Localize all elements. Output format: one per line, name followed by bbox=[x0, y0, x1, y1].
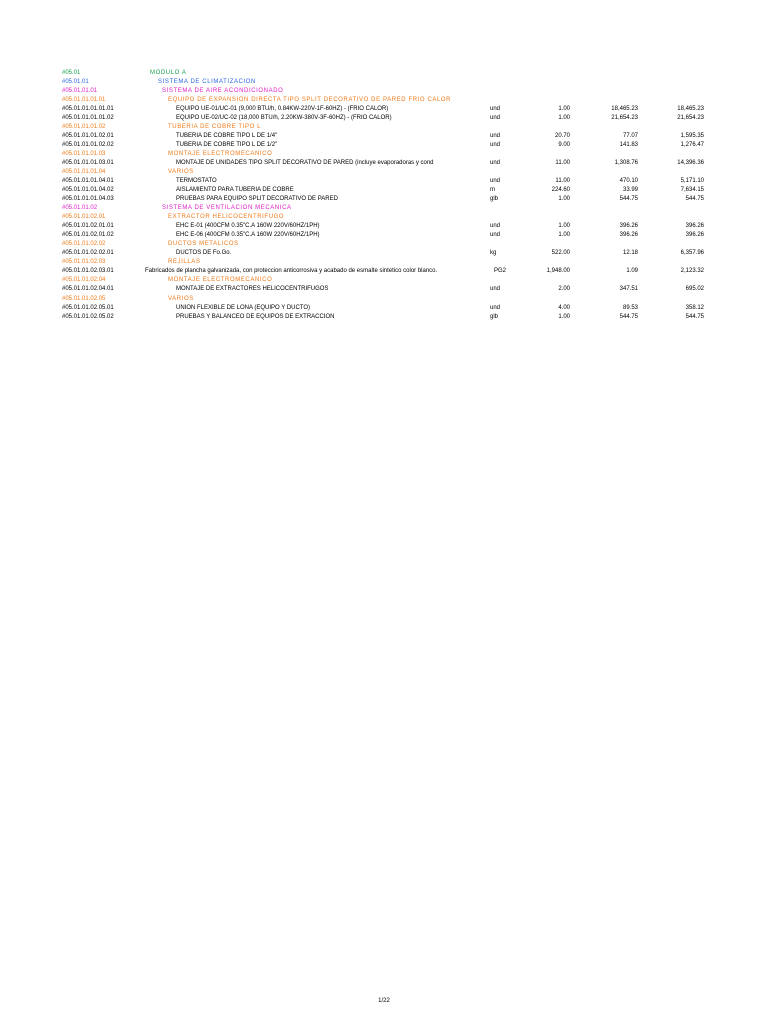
table-row bbox=[0, 231, 768, 240]
table-row bbox=[0, 222, 768, 231]
cell-code: #05.01.01.02.05.01 bbox=[62, 304, 114, 311]
cell-desc: EQUIPO DE EXPANSION DIRECTA TIPO SPLIT DECORATIVO DE PARED FRIO CALOR bbox=[168, 97, 452, 104]
cell-code: #05.01.01.02.02 bbox=[62, 241, 106, 248]
cell-code: #05.01 bbox=[62, 70, 81, 76]
table-row bbox=[0, 159, 768, 168]
cell-total: 695.02 bbox=[685, 286, 704, 293]
cell-unit: glb bbox=[490, 196, 499, 203]
cell-desc: REJILLAS bbox=[168, 259, 201, 266]
table-row bbox=[0, 249, 768, 258]
table-row bbox=[0, 186, 768, 195]
cell-qty: 522.00 bbox=[551, 250, 570, 257]
cell-code: #05.01.01.01.04 bbox=[62, 169, 106, 176]
section-header-row bbox=[0, 168, 768, 177]
cell-price: 396.26 bbox=[619, 232, 638, 239]
section-header-row bbox=[0, 96, 768, 105]
cell-desc: MONTAJE ELECTROMECANICO bbox=[168, 151, 273, 158]
cell-code: #05.01.01.02 bbox=[62, 205, 98, 212]
section-header-row bbox=[0, 150, 768, 159]
cell-unit: und bbox=[490, 106, 501, 113]
cell-total: 1,276.47 bbox=[680, 142, 704, 149]
cell-desc: SISTEMA DE CLIMATIZACION bbox=[158, 79, 256, 86]
section-header-row bbox=[0, 78, 768, 87]
table-row bbox=[0, 177, 768, 186]
page-number: 1/22 bbox=[378, 998, 390, 1004]
cell-code: #05.01.01.01.04.01 bbox=[62, 178, 114, 185]
cell-total: 396.26 bbox=[685, 232, 704, 239]
table-row bbox=[0, 132, 768, 141]
cell-unit: und bbox=[490, 178, 501, 185]
cell-code: #05.01.01.01.04.03 bbox=[62, 196, 114, 203]
cell-desc: MONTAJE ELECTROMECANICO bbox=[168, 277, 273, 284]
table-row bbox=[0, 141, 768, 150]
cell-unit: m bbox=[490, 187, 495, 194]
cell-qty: 1.00 bbox=[558, 106, 570, 113]
cell-desc: EQUIPO UE-02/UC-02 (18,000 BTU/h, 2.20KW-380V-3F-60HZ) - (FRIO CALOR) bbox=[176, 115, 392, 122]
cell-total: 7,634.15 bbox=[680, 187, 704, 194]
table-row bbox=[0, 195, 768, 204]
cell-unit: und bbox=[490, 232, 501, 239]
cell-code: #05.01.01.02.03.01 bbox=[62, 268, 114, 275]
cell-qty: 4.00 bbox=[558, 304, 570, 311]
cell-qty: 1.00 bbox=[558, 223, 570, 230]
cell-desc: SISTEMA DE VENTILACION MECANICA bbox=[162, 205, 292, 212]
cell-desc: DUCTOS DE Fo.Go. bbox=[176, 250, 232, 257]
cell-code: #05.01.01.01.03 bbox=[62, 151, 106, 158]
cell-unit: und bbox=[490, 133, 501, 140]
cell-code: #05.01.01.02.04 bbox=[62, 277, 106, 284]
cell-code: #05.01.01.01.02.01 bbox=[62, 133, 114, 140]
section-header-row bbox=[0, 69, 768, 78]
cell-qty: 9.00 bbox=[558, 142, 570, 149]
cell-desc: VARIOS bbox=[168, 295, 194, 302]
cell-qty: 1.00 bbox=[558, 115, 570, 122]
cell-price: 544.75 bbox=[619, 196, 638, 203]
section-header-row bbox=[0, 87, 768, 96]
cell-code: #05.01.01.02.01.02 bbox=[62, 232, 114, 239]
cell-unit: glb bbox=[490, 313, 499, 320]
cell-total: 18,465.23 bbox=[677, 106, 704, 113]
cell-code: #05.01.01.01.01.01 bbox=[62, 106, 114, 113]
section-header-row bbox=[0, 295, 768, 304]
cell-total: 396.26 bbox=[685, 223, 704, 230]
cell-desc: EHC E-06 (400CFM 0.35"C.A 160W 220V/60HZ/1PH) bbox=[176, 232, 320, 239]
cell-desc: SISTEMA DE AIRE ACONDICIONADO bbox=[162, 88, 284, 95]
cell-desc: AISLAMIENTO PARA TUBERIA DE COBRE bbox=[176, 187, 294, 194]
cell-price: 544.75 bbox=[619, 313, 638, 320]
cell-price: 396.26 bbox=[619, 223, 638, 230]
cell-desc: TUBERIA DE COBRE TIPO L bbox=[168, 124, 262, 131]
table-row bbox=[0, 105, 768, 114]
table-row bbox=[0, 114, 768, 123]
cell-price: 347.51 bbox=[619, 286, 638, 293]
cell-total: 2,123.32 bbox=[680, 268, 704, 275]
cell-total: 5,171.10 bbox=[680, 178, 704, 185]
cell-code: #05.01.01.02.05 bbox=[62, 295, 106, 302]
cell-total: 544.75 bbox=[685, 313, 704, 320]
cell-unit: und bbox=[490, 160, 501, 167]
cell-code: #05.01.01.02.04.01 bbox=[62, 286, 114, 293]
cell-total: 14,396.36 bbox=[677, 160, 704, 167]
cell-price: 1.09 bbox=[626, 268, 638, 275]
table-row bbox=[0, 313, 768, 322]
table-row bbox=[0, 267, 768, 276]
cell-desc: VARIOS bbox=[168, 169, 194, 176]
cell-code: #05.01.01.01.02 bbox=[62, 124, 106, 131]
cell-price: 89.53 bbox=[622, 304, 638, 311]
cell-unit: kg bbox=[490, 250, 497, 257]
cell-total: 6,357.96 bbox=[680, 250, 704, 257]
cell-qty: 1,948.00 bbox=[546, 268, 570, 275]
cell-qty: 20.70 bbox=[554, 133, 570, 140]
section-header-row bbox=[0, 123, 768, 132]
cell-qty: 11.00 bbox=[555, 178, 570, 185]
cell-total: 544.75 bbox=[685, 196, 704, 203]
cell-price: 12.18 bbox=[622, 250, 638, 257]
cell-price: 1,308.76 bbox=[614, 160, 638, 167]
cell-total: 21,654.23 bbox=[677, 115, 704, 122]
cell-desc: UNION FLEXIBLE DE LONA (EQUIPO Y DUCTO) bbox=[176, 304, 311, 311]
cell-price: 470.10 bbox=[619, 178, 638, 185]
cell-desc: Fabricados de plancha galvanizada, con proteccion anticorrosiva y acabado de esmalte sintetico color blanco. bbox=[145, 268, 438, 275]
section-header-row bbox=[0, 204, 768, 213]
cell-price: 77.07 bbox=[622, 133, 638, 140]
cell-price: 18,465.23 bbox=[611, 106, 638, 113]
cell-desc: EQUIPO UE-01/UC-01 (9,000 BTU/h, 0.84KW-220V-1F-60HZ) - (FRIO CALOR) bbox=[176, 106, 389, 113]
cell-desc: PRUEBAS Y BALANCEO DE EQUIPOS DE EXTRACCION bbox=[176, 313, 335, 320]
section-header-row bbox=[0, 258, 768, 267]
table-row bbox=[0, 304, 768, 313]
cell-qty: 1.00 bbox=[558, 313, 570, 320]
cell-code: #05.01.01.01.01.02 bbox=[62, 115, 114, 122]
section-header-row bbox=[0, 276, 768, 285]
table-row bbox=[0, 285, 768, 294]
cell-code: #05.01.01.02.01 bbox=[62, 214, 106, 221]
cell-qty: 1.00 bbox=[558, 232, 570, 239]
cell-unit: und bbox=[490, 115, 501, 122]
cell-price: 21,654.23 bbox=[611, 115, 638, 122]
cell-qty: 224.60 bbox=[551, 187, 570, 194]
cell-code: #05.01.01.02.05.02 bbox=[62, 313, 114, 320]
cell-total: 1,595.35 bbox=[680, 133, 704, 140]
cell-desc: TUBERIA DE COBRE TIPO L DE 1/2" bbox=[176, 142, 278, 149]
cell-desc: EXTRACTOR HELICOCENTRIFUGO bbox=[168, 214, 285, 221]
cell-code: #05.01.01.02.02.01 bbox=[62, 250, 114, 257]
cell-price: 141.83 bbox=[619, 142, 638, 149]
cell-code: #05.01.01.02.03 bbox=[62, 259, 106, 266]
cell-desc: DUCTOS METALICOS bbox=[168, 241, 239, 248]
cell-code: #05.01.01.01.02.02 bbox=[62, 142, 114, 149]
cell-desc: PRUEBAS PARA EQUIPO SPLIT DECORATIVO DE PARED bbox=[176, 196, 338, 203]
cell-qty: 1.00 bbox=[558, 196, 570, 203]
cell-code: #05.01.01.01 bbox=[62, 88, 98, 95]
cell-desc: MONTAJE DE UNIDADES TIPO SPLIT DECORATIVO DE PARED (incluye evaporadoras y cond bbox=[176, 160, 434, 167]
cell-unit: und bbox=[490, 142, 501, 149]
cell-code: #05.01.01.01.01 bbox=[62, 97, 106, 104]
cell-code: #05.01.01.01.03.01 bbox=[62, 160, 114, 167]
cell-qty: 2.00 bbox=[558, 286, 570, 293]
cell-unit: und bbox=[490, 286, 501, 293]
cell-desc: EHC E-01 (400CFM 0.35"C.A 160W 220V/60HZ/1PH) bbox=[176, 223, 320, 230]
cell-price: 33.99 bbox=[622, 187, 638, 194]
cell-desc: MONTAJE DE EXTRACTORES HELICOCENTRIFUGOS bbox=[176, 286, 329, 293]
cell-unit: PG2 bbox=[494, 268, 507, 275]
section-header-row bbox=[0, 213, 768, 222]
cell-unit: und bbox=[490, 223, 501, 230]
cell-qty: 11.00 bbox=[555, 160, 570, 167]
cell-desc: TUBERIA DE COBRE TIPO L DE 1/4" bbox=[176, 133, 278, 140]
section-header-row bbox=[0, 240, 768, 249]
cell-code: #05.01.01.01.04.02 bbox=[62, 187, 114, 194]
cell-code: #05.01.01 bbox=[62, 79, 89, 86]
cell-desc: TERMOSTATO bbox=[176, 178, 217, 185]
cell-unit: und bbox=[490, 304, 501, 311]
cell-total: 358.12 bbox=[685, 304, 704, 311]
cell-desc: MODULO A bbox=[150, 70, 187, 76]
cell-code: #05.01.01.02.01.01 bbox=[62, 223, 114, 230]
